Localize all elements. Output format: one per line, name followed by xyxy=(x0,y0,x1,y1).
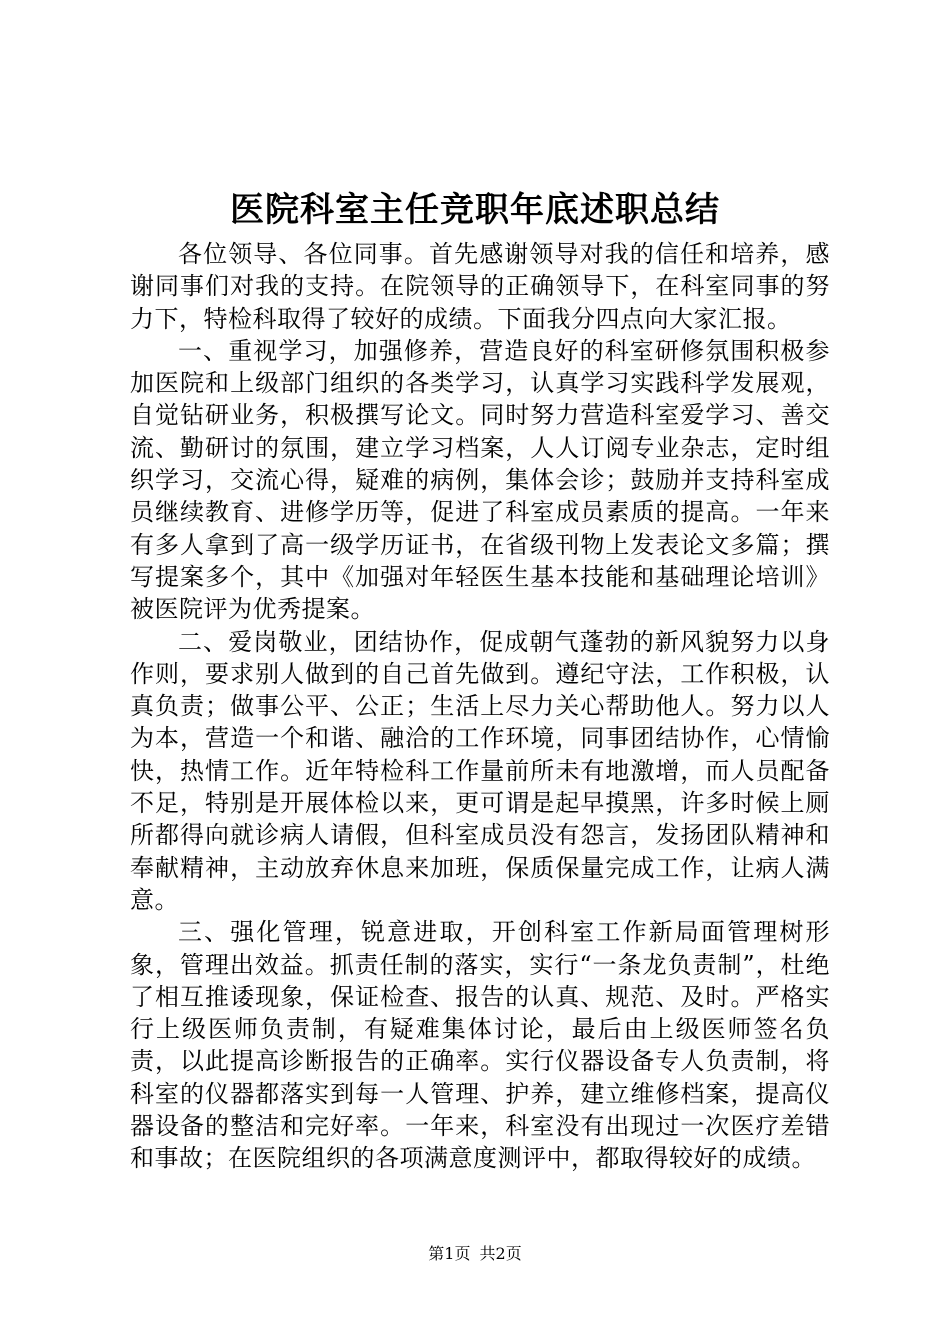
page-footer xyxy=(0,1243,950,1265)
document-title: 医院科室主任竞职年底述职总结 xyxy=(230,190,720,230)
page-number-current: 第1页 xyxy=(428,1244,471,1263)
paragraph-section-3: 三、强化管理，锐意进取，开创科室工作新局面管理树形象，管理出效益。抓责任制的落实，实行“一条龙负责制”，杜绝了相互推诿现象，保证检查、报告的认真、规范、及时。严格实行上级医师负责制，有疑难集体讨论，最后由上级医师签名负责，以此提高诊断报告的正确率。实行仪器设备专人负责制，将科室的仪器都落实到每一人管理、护养，建立维修档案，提高仪器设备的整洁和完好率。一年来，科室没有出现过一次医疗差错和事故；在医院组织的各项满意度测评中，都取得较好的成绩。 xyxy=(130,918,830,1173)
page-number-total: 共2页 xyxy=(479,1244,522,1263)
paragraph-section-1: 一、重视学习，加强修养，营造良好的科室研修氛围积极参加医院和上级部门组织的各类学习，认真学习实践科学发展观，自觉钻研业务，积极撰写论文。同时努力营造科室爱学习、善交流、勤研讨的氛围，建立学习档案，人人订阅专业杂志，定时组织学习，交流心得，疑难的病例，集体会诊；鼓励并支持科室成员继续教育、进修学历等，促进了科室成员素质的提高。一年来有多人拿到了高一级学历证书，在省级刊物上发表论文多篇；撰写提案多个，其中《加强对年轻医生基本技能和基础理论培训》被医院评为优秀提案。 xyxy=(130,336,830,624)
paragraph-intro: 各位领导、各位同事。首先感谢领导对我的信任和培养，感谢同事们对我的支持。在院领导的正确领导下，在科室同事的努力下，特检科取得了较好的成绩。下面我分四点向大家汇报。 xyxy=(130,240,830,333)
paragraph-section-2: 二、爱岗敬业，团结协作，促成朝气蓬勃的新风貌努力以身作则，要求别人做到的自己首先做到。遵纪守法，工作积极，认真负责；做事公平、公正；生活上尽力关心帮助他人。努力以人为本，营造一个和谐、融洽的工作环境，同事团结协作，心情愉快，热情工作。近年特检科工作量前所未有地激增，而人员配备不足，特别是开展体检以来，更可谓是起早摸黑，许多时候上厕所都得向就诊病人请假，但科室成员没有怨言，发扬团队精神和奉献精神，主动放弃休息来加班，保质保量完成工作，让病人满意。 xyxy=(130,627,830,914)
document-body xyxy=(130,238,830,1175)
